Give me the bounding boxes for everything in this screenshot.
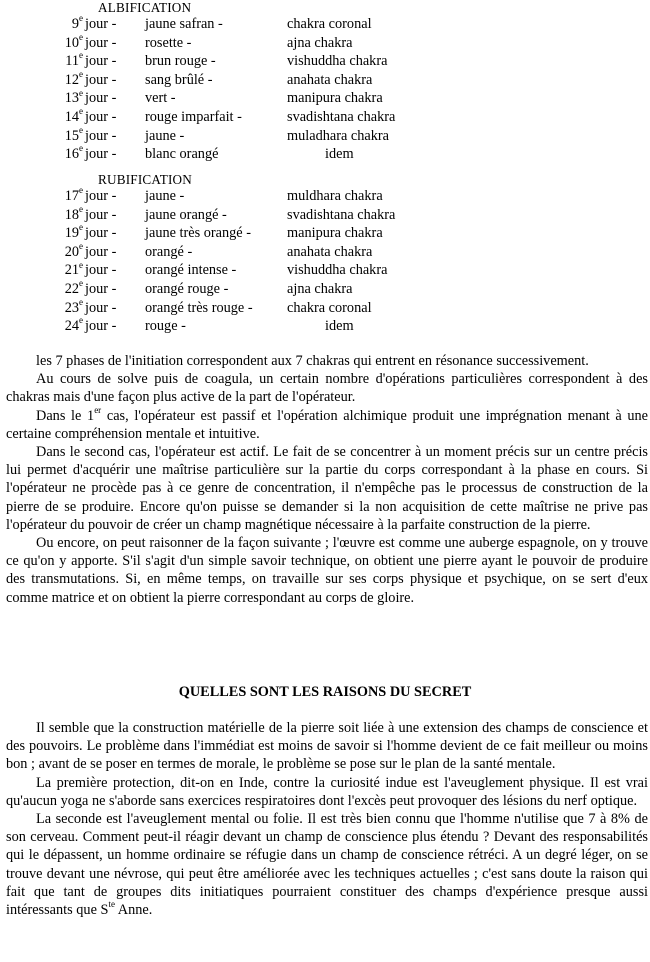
day-number <box>0 317 83 336</box>
chakra-label: svadishtana chakra <box>287 109 396 125</box>
ordinal-suffix: e <box>79 31 83 42</box>
albification-title: ALBIFICATION <box>98 0 192 15</box>
color-label: vert - <box>145 90 176 107</box>
chakra-label: idem <box>325 146 354 163</box>
day-number <box>0 261 83 280</box>
color-label: jaune orangé - <box>145 206 227 223</box>
saint-suffix: te <box>108 899 115 910</box>
color-label: rouge - <box>145 318 186 335</box>
day-number-value: 19 <box>64 225 79 242</box>
color-label: jaune safran - <box>145 16 223 32</box>
chakra-label: muldhara chakra <box>287 188 383 204</box>
ordinal-suffix: e <box>79 143 83 154</box>
ordinal-suffix: e <box>79 259 83 270</box>
color-label: blanc orangé <box>145 146 219 163</box>
day-number-value: 13 <box>64 90 79 107</box>
day-number-value: 21 <box>64 262 79 279</box>
chakra-label: idem <box>325 318 354 335</box>
ordinal-suffix: e <box>79 241 83 252</box>
chakra-label: chakra coronal <box>287 16 372 32</box>
paragraph-3-start: Dans le 1 <box>36 407 95 424</box>
day-label: jour - <box>85 225 117 242</box>
ordinal-suffix: e <box>79 315 83 326</box>
color-label: jaune - <box>145 127 185 144</box>
day-number-value: 18 <box>64 206 79 223</box>
day-label: jour - <box>85 299 117 316</box>
day-number-value: 17 <box>64 188 79 204</box>
chakra-label: muladhara chakra <box>287 127 390 144</box>
day-number <box>0 203 83 225</box>
body-text <box>6 352 648 607</box>
chakra-label: vishuddha chakra <box>287 262 388 279</box>
day-number <box>0 280 83 299</box>
day-label: jour - <box>85 243 117 260</box>
day-number <box>0 15 83 34</box>
day-label: jour - <box>85 53 117 70</box>
paragraph-1: les 7 phases de l'initiation correspondent aux 7 chakras qui entrent en résonance successivement. <box>36 353 589 369</box>
day-number <box>0 108 83 127</box>
chakra-label: chakra coronal <box>287 299 372 316</box>
day-label: jour - <box>85 206 117 223</box>
chakra-label: ajna chakra <box>287 281 353 297</box>
day-number <box>0 52 83 71</box>
day-number <box>0 224 83 243</box>
ordinal-suffix: e <box>79 106 83 117</box>
color-label: orangé très rouge - <box>145 299 253 316</box>
color-label: rosette - <box>145 34 192 51</box>
chakra-label: manipura chakra <box>287 90 383 107</box>
body-text-2 <box>6 719 648 919</box>
ordinal-suffix: e <box>79 69 83 80</box>
paragraph-8-end: Anne. <box>114 902 153 919</box>
day-number-value: 15 <box>64 127 79 144</box>
ordinal-suffix: er <box>94 404 102 415</box>
day-label: jour - <box>85 262 117 279</box>
ordinal-suffix: e <box>79 278 83 289</box>
day-number <box>0 31 83 53</box>
paragraph-8 <box>6 810 648 919</box>
day-number <box>0 296 83 318</box>
color-label: jaune - <box>145 188 185 204</box>
chakra-label: vishuddha chakra <box>287 53 388 70</box>
day-number-value: 9 <box>71 16 79 32</box>
paragraph-2: Au cours de solve puis de coagula, un certain nombre d'opérations particulières correspondent à des chakras mais d'une façon plus active de la part de l'opérateur. <box>6 371 648 406</box>
day-number-value: 10 <box>64 34 79 51</box>
ordinal-suffix: e <box>79 203 83 214</box>
day-number-value: 16 <box>64 146 79 163</box>
day-number <box>0 243 83 262</box>
day-label: jour - <box>85 90 117 107</box>
paragraph-3 <box>6 404 648 443</box>
day-label: jour - <box>85 281 117 297</box>
paragraph-6: Il semble que la construction matérielle de la pierre soit liée à une extension des champs de conscience et des pouvoirs. Le problème dans l'immédiat est moins de savoir si l'homme devient de ce fait meilleur ou moins bon ; avant de se poser en termes de morale, le problème se pose sur le plan de la santé mentale. <box>6 720 648 773</box>
day-label: jour - <box>85 127 117 144</box>
day-label: jour - <box>85 109 117 125</box>
ordinal-suffix: e <box>79 222 83 233</box>
ordinal-suffix: e <box>79 50 83 61</box>
day-number-value: 11 <box>65 53 79 70</box>
paragraph-5: Ou encore, on peut raisonner de la façon suivante ; l'œuvre est comme une auberge espagnole, on y trouve ce qu'on y apporte. S'il s'agit d'un simple savoir technique, on obtient une pierre ayant le pouvoir de produire des transmutations. Si, en même temps, on travaille sur ses corps physique et psychique, on se sert d'eux comme matrice et on obtient la pierre correspondant au corps de gloire. <box>6 535 648 606</box>
day-number-value: 20 <box>64 243 79 260</box>
ordinal-suffix: e <box>79 124 83 135</box>
color-label: orangé - <box>145 243 193 260</box>
ordinal-suffix: e <box>79 296 83 307</box>
color-label: sang brûlé - <box>145 71 213 88</box>
section-heading: QUELLES SONT LES RAISONS DU SECRET <box>178 684 472 700</box>
chakra-label: anahata chakra <box>287 243 373 260</box>
day-label: jour - <box>85 146 117 163</box>
day-number-value: 12 <box>64 71 79 88</box>
chakra-label: ajna chakra <box>287 34 353 51</box>
day-number-value: 14 <box>64 109 79 125</box>
day-label: jour - <box>85 34 117 51</box>
color-label: rouge imparfait - <box>145 109 242 125</box>
paragraph-8-start: La seconde est l'aveuglement mental ou folie. Il est très bien connu que l'homme n'utilise que 7 à 8% de son cerveau. Comment peut-il réagir devant un champ de conscience plus étendu ? Devant des responsabilités qui le dépassent, un homme ordinaire se réfugie dans un champ de conscience rétréci. A un degré léger, on se trouve devant une névrose, qui peut être améliorée avec les techniques actuelles ; c'est sans doute la raison qui fait que tant de groupes dits initiatiques pourraient constituer des champs d'expérience presque aussi intéressants que S <box>6 811 648 919</box>
ordinal-suffix: e <box>79 185 83 196</box>
day-number <box>0 89 83 108</box>
day-number <box>0 71 83 90</box>
color-label: orangé intense - <box>145 262 237 279</box>
day-number-value: 23 <box>64 299 79 316</box>
chakra-label: manipura chakra <box>287 225 383 242</box>
paragraph-7: La première protection, dit-on en Inde, contre la curiosité indue est l'aveuglement physique. Il est vrai qu'aucun yoga ne s'aborde sans exercices respiratoires dont l'excès peut provoquer des lésions du nerf optique. <box>6 774 648 809</box>
paragraph-4: Dans le second cas, l'opérateur est actif. Le fait de se concentrer à un moment précis sur un centre précis lui permet d'acquérir une maîtrise particulière sur la partie du corps correspondant à la phase en cours. Si l'opérateur ne procède pas à ce genre de concentration, il n'empêche pas le processus de construction de la pierre de se produire. Encore qu'on puisse se demander si la non acquisition de cette maîtrise ne prive pas l'opérateur du pouvoir de créer un champ magnétique nécessaire à la parfaite construction de la pierre. <box>6 444 648 533</box>
color-label: jaune très orangé - <box>145 225 251 242</box>
chakra-label: anahata chakra <box>287 71 373 88</box>
day-number-value: 24 <box>64 318 79 335</box>
ordinal-suffix: e <box>79 87 83 98</box>
day-label: jour - <box>85 318 117 335</box>
paragraph-3-end: cas, l'opérateur est passif et l'opération alchimique produit une imprégnation menant à une certaine compréhension mentale et intuitive. <box>6 407 648 442</box>
day-number-value: 22 <box>64 281 79 297</box>
day-number <box>0 145 83 164</box>
day-label: jour - <box>85 16 117 32</box>
rubification-title: RUBIFICATION <box>98 172 192 187</box>
day-number <box>0 124 83 146</box>
color-label: brun rouge - <box>145 53 216 70</box>
ordinal-suffix: e <box>79 13 83 24</box>
color-label: orangé rouge - <box>145 281 229 297</box>
day-number <box>0 187 83 206</box>
chakra-label: svadishtana chakra <box>287 206 396 223</box>
day-label: jour - <box>85 188 117 204</box>
day-label: jour - <box>85 71 117 88</box>
